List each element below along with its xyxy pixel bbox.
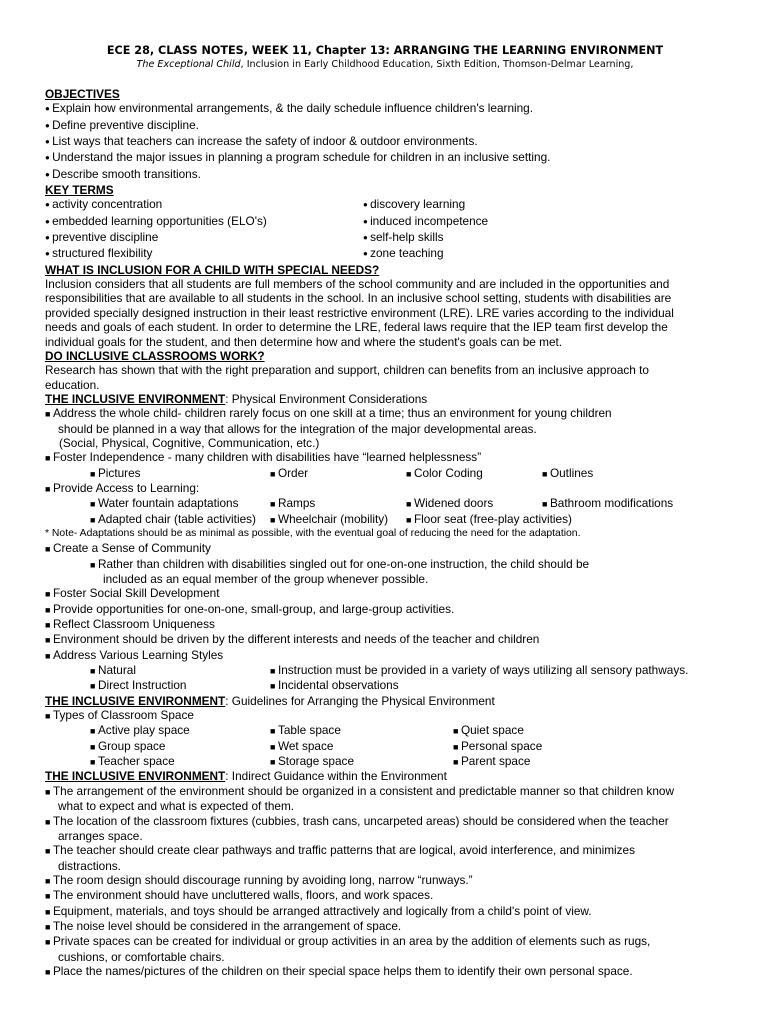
whole-child-item: ■ Address the whole child- children rarely focus on one skill at a time; thus an environment for young children: [45, 406, 725, 421]
subitem: ■ Water fountain adaptations: [90, 496, 270, 511]
space-row: [45, 754, 725, 769]
key-term: ● preventive discipline: [45, 230, 363, 246]
types-item: ■ Types of Classroom Space: [45, 708, 725, 723]
inclusion-text-line: Inclusion considers that all students are full members of the school community and are included in the opportunities and: [45, 277, 670, 292]
inclusive-work-text-line: Research has shown that with the right preparation and support, children can benefits from an inclusive approach to: [45, 363, 649, 378]
subitem: ■ Bathroom modifications: [542, 496, 673, 511]
subitem: ■ Ramps: [270, 496, 406, 511]
key-terms-row: [45, 246, 725, 262]
key-terms-row: [45, 230, 725, 246]
learning-styles-item: ■ Address Various Learning Styles: [45, 648, 725, 663]
community-subitem: ■ Rather than children with disabilities singled out for one-on-one instruction, the child should be: [45, 557, 725, 572]
key-term: ● zone teaching: [363, 246, 444, 262]
guidance-item: ■ The arrangement of the environment should be organized in a consistent and predictable manner so that children know: [45, 784, 725, 799]
space-type: ■ Storage space: [270, 754, 453, 769]
space-row: [45, 739, 725, 754]
space-type: ■ Table space: [270, 723, 453, 738]
driven-item: ■ Environment should be driven by the different interests and needs of the teacher and children: [45, 632, 725, 647]
subitem: ■ Wheelchair (mobility): [270, 512, 406, 527]
styles-subitems: [45, 678, 725, 693]
inclusion-text-line: individual goals for the student, and then determine how and where the student's goals can be met.: [45, 334, 563, 349]
subitem: ■ Adapted chair (table activities): [90, 512, 270, 527]
objectives-heading: OBJECTIVES: [45, 87, 120, 101]
independence-item: ■ Foster Independence - many children with disabilities have “learned helplessness”: [45, 450, 725, 465]
inclusive-work-heading: DO INCLUSIVE CLASSROOMS WORK?: [45, 348, 265, 363]
space-type: ■ Personal space: [453, 739, 542, 754]
objective-item: ● Explain how environmental arrangements, & the daily schedule influence children's learning.: [45, 101, 725, 117]
guidance-item: ■ Private spaces can be created for individual or group activities in an area by the addition of elements such as rugs,: [45, 934, 725, 949]
subitem: ■ Widened doors: [406, 496, 542, 511]
inclusion-text-line: responsibilities that are available to all students in the school. In an inclusive school setting, students with disabilities are: [45, 291, 672, 306]
subitem: ■ Outlines: [542, 466, 593, 481]
guidance-continuation: cushions, or comfortable chairs.: [58, 949, 225, 964]
subitem: ■ Color Coding: [406, 466, 542, 481]
styles-subitems: [45, 663, 725, 678]
guidance-continuation: what to expect and what is expected of them.: [58, 799, 295, 814]
whole-child-continuation: should be planned in a way that allows for the integration of the major developmental areas.: [58, 421, 537, 436]
guidance-item: ■ The noise level should be considered in the arrangement of space.: [45, 919, 725, 934]
whole-child-continuation: (Social, Physical, Cognitive, Communication, etc.): [59, 435, 320, 450]
space-type: ■ Active play space: [90, 723, 270, 738]
community-subitem-continuation: included as an equal member of the group whenever possible.: [103, 572, 429, 586]
key-term: ● self-help skills: [363, 230, 444, 246]
space-type: ■ Quiet space: [453, 723, 524, 738]
subitem: ■ Floor seat (free-play activities): [406, 512, 572, 527]
key-terms-heading: KEY TERMS: [45, 183, 114, 198]
objective-item: ● Define preventive discipline.: [45, 118, 725, 134]
subtitle-details: , Inclusion in Early Childhood Education, Sixth Edition, Thomson-Delmar Learning,: [240, 59, 634, 70]
subitem: ■ Incidental observations: [270, 678, 399, 693]
guidance-item: ■ The environment should have uncluttered walls, floors, and work spaces.: [45, 888, 725, 903]
guidance-item: ■ Equipment, materials, and toys should be arranged attractively and logically from a child's point of view.: [45, 904, 725, 919]
space-type: ■ Group space: [90, 739, 270, 754]
inclusion-text-line: provided specially designed instruction in their least restrictive environment (LRE). LRE varies according to the individual: [45, 305, 674, 320]
inclusion-text-line: needs and goals of each student. In order to determine the LRE, federal laws require that the IEP team first develop the: [45, 320, 668, 335]
key-terms-row: [45, 197, 725, 213]
subitem: ■ Pictures: [90, 466, 270, 481]
access-subitems: [45, 512, 725, 527]
objective-item: ● Understand the major issues in planning a program schedule for children in an inclusive setting.: [45, 150, 725, 166]
objective-item: ● Describe smooth transitions.: [45, 167, 725, 183]
space-type: ■ Teacher space: [90, 754, 270, 769]
subtitle-book-title: The Exceptional Child: [136, 59, 241, 70]
key-term: ● structured flexibility: [45, 246, 363, 262]
subitem: ■ Direct Instruction: [90, 678, 270, 693]
inclusive-work-text-line: education.: [45, 377, 100, 392]
independence-subitems: [45, 466, 725, 481]
document-subtitle: [45, 58, 725, 71]
physical-environment-heading: THE INCLUSIVE ENVIRONMENT: Physical Environment Considerations: [45, 391, 428, 406]
key-term: ● activity concentration: [45, 197, 363, 213]
document-page: [45, 43, 725, 979]
guidelines-heading: THE INCLUSIVE ENVIRONMENT: Guidelines for Arranging the Physical Environment: [45, 693, 495, 708]
guidance-item: ■ The room design should discourage running by avoiding long, narrow “runways.”: [45, 873, 725, 888]
indirect-guidance-heading: THE INCLUSIVE ENVIRONMENT: Indirect Guidance within the Environment: [45, 769, 447, 784]
guidance-continuation: arranges space.: [58, 828, 143, 843]
key-term: ● discovery learning: [363, 197, 465, 213]
space-type: ■ Parent space: [453, 754, 530, 769]
community-item: ■ Create a Sense of Community: [45, 541, 725, 556]
key-terms-row: [45, 214, 725, 230]
key-term: ● induced incompetence: [363, 214, 488, 230]
access-subitems: [45, 496, 725, 511]
guidance-item: ■ Place the names/pictures of the children on their special space helps them to identify their own personal space.: [45, 964, 725, 979]
objective-item: ● List ways that teachers can increase the safety of indoor & outdoor environments.: [45, 134, 725, 150]
opportunities-item: ■ Provide opportunities for one-on-one, small-group, and large-group activities.: [45, 602, 725, 617]
key-term: ● embedded learning opportunities (ELO's): [45, 214, 363, 230]
uniqueness-item: ■ Reflect Classroom Uniqueness: [45, 617, 725, 632]
space-row: [45, 723, 725, 738]
guidance-continuation: distractions.: [58, 858, 121, 873]
adaptation-note: * Note- Adaptations should be as minimal as possible, with the eventual goal of reducing the need for the adaptation.: [45, 527, 581, 539]
inclusion-heading: WHAT IS INCLUSION FOR A CHILD WITH SPECIAL NEEDS?: [45, 262, 380, 277]
social-item: ■ Foster Social Skill Development: [45, 586, 725, 601]
subitem: ■ Natural: [90, 663, 270, 678]
subitem: ■ Order: [270, 466, 406, 481]
access-item: ■ Provide Access to Learning:: [45, 481, 725, 496]
space-type: ■ Wet space: [270, 739, 453, 754]
document-title: ECE 28, CLASS NOTES, WEEK 11, Chapter 13: ARRANGING THE LEARNING ENVIRONMENT: [106, 44, 664, 57]
guidance-item: ■ The teacher should create clear pathways and traffic patterns that are logical, avoid interference, and minimizes: [45, 843, 725, 858]
subitem: ■ Instruction must be provided in a variety of ways utilizing all sensory pathways.: [270, 663, 688, 678]
guidance-item: ■ The location of the classroom fixtures (cubbies, trash cans, uncarpeted areas) should be considered when the teacher: [45, 814, 725, 829]
